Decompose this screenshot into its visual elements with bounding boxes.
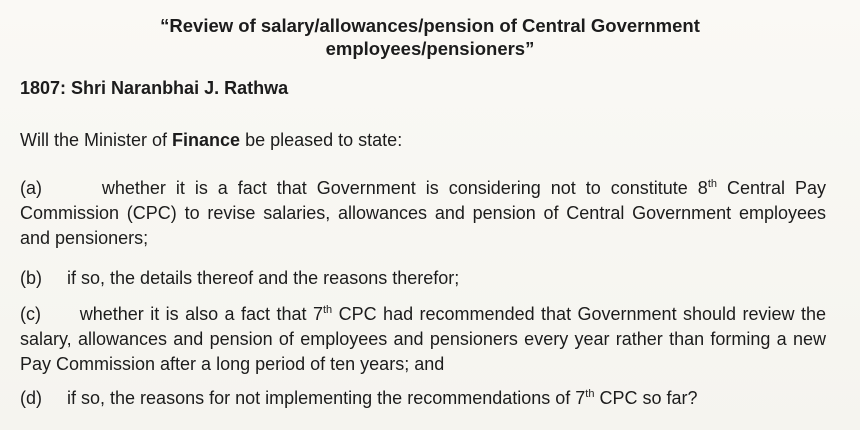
part-a-text-2: Central Pay Commission (CPC) to revise salaries, allowances and pension of Central Government employees and pensioners;	[20, 178, 826, 248]
part-d-sup: th	[585, 388, 595, 400]
part-c-label: (c)	[20, 304, 41, 324]
part-d-text-2: CPC so far?	[594, 388, 698, 408]
part-c-text-2: CPC had recommended that Government should review the salary, allowances and pension of employees and pensioners every year rather than forming a new Pay Commission after a long period of ten years; and	[20, 304, 826, 374]
part-a-text-1: whether it is a fact that Government is considering not to constitute 8	[101, 178, 708, 198]
question-part-d	[20, 386, 826, 411]
part-d-text-1: if so, the reasons for not implementing the recommendations of 7	[67, 388, 586, 408]
part-b-label: (b)	[20, 268, 42, 288]
document-title	[0, 14, 860, 60]
part-c-text-1: whether it is also a fact that 7	[79, 304, 323, 324]
question-number-member: 1807: Shri Naranbhai J. Rathwa	[20, 78, 289, 98]
intro-ministry: Finance	[172, 130, 241, 150]
part-c-sup: th	[322, 304, 333, 316]
question-part-b	[20, 266, 826, 291]
part-d-label: (d)	[20, 388, 42, 408]
part-a-label: (a)	[20, 178, 42, 198]
title-line-2: employees/pensioners”	[325, 38, 535, 59]
part-b-text: if so, the details thereof and the reasons therefor;	[67, 268, 460, 288]
part-a-sup: th	[707, 178, 717, 190]
question-part-a	[20, 176, 826, 251]
question-part-c	[20, 302, 826, 377]
intro-after: be pleased to state:	[240, 130, 403, 150]
intro-before: Will the Minister of	[20, 130, 173, 150]
question-intro	[20, 130, 402, 151]
title-line-1: “Review of salary/allowances/pension of Central Government	[160, 15, 700, 36]
